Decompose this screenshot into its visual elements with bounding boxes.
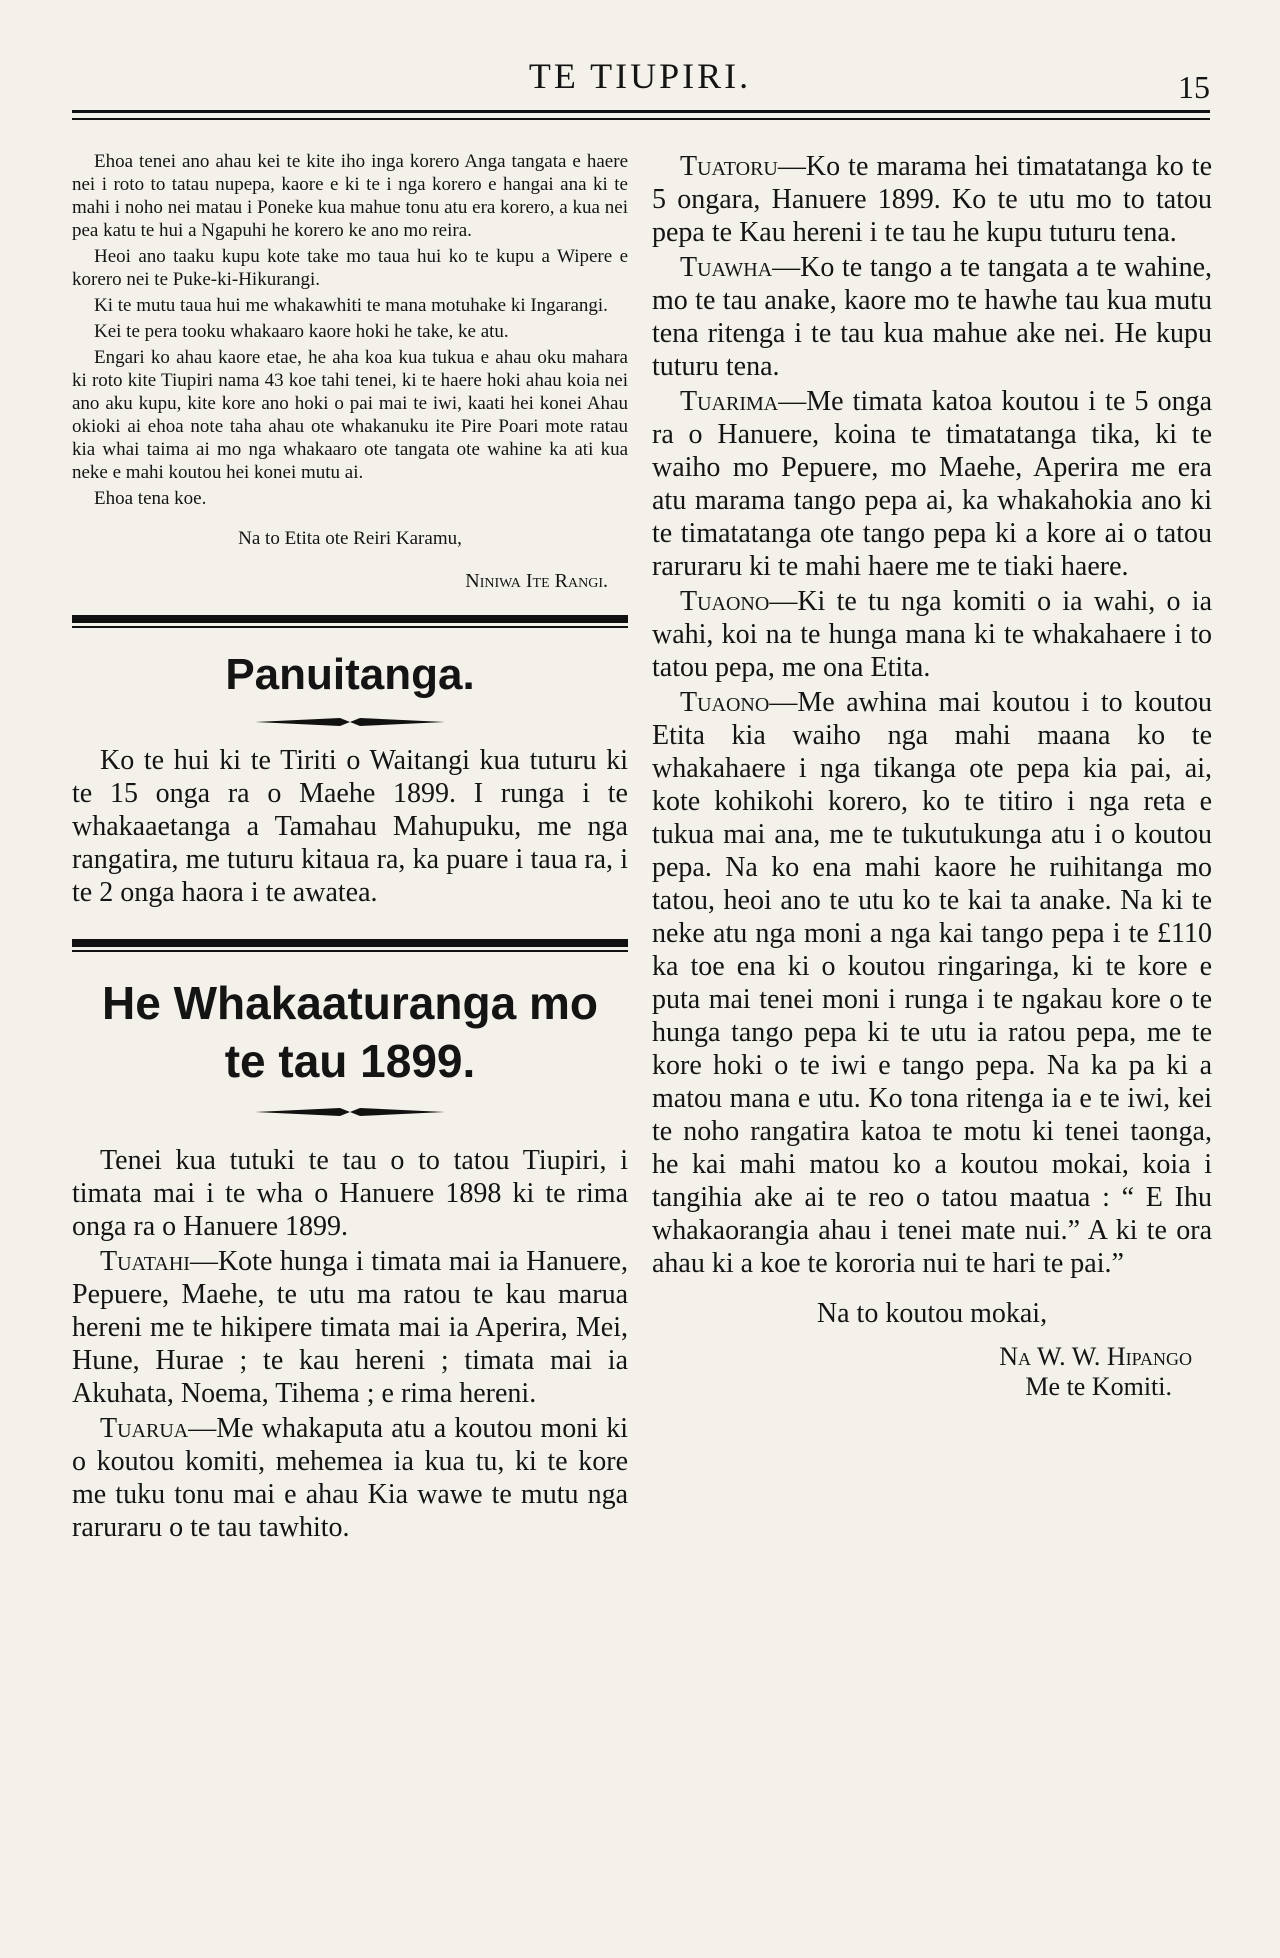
ornament-divider <box>250 1104 450 1120</box>
notice-body <box>72 744 628 909</box>
item-text: —Ki te tu nga komiti o ia wahi, o ia wahi, koi na te hunga mana ki te whakahaere i to tatou pepa, me ona Etita. <box>652 586 1212 683</box>
item-label: Tuaono <box>680 687 770 718</box>
letter-paragraph: Ehoa tena koe. <box>94 488 207 509</box>
item-text: —Kote hunga i timata mai ia Hanuere, Pepuere, Maehe, te utu ma ratou te kau marua hereni me te hikipere timata mai ia Aperira, Mei, Hune, Hurae ; te kau hereni ; timata mai ia Akuhata, Noema, Tihema ; e rima hereni. <box>72 1246 628 1409</box>
item-text: —Ko te tango a te tangata a te wahine, mo te tau anake, kaore mo te hawhe tau kua mutu tena ritenga i te tau kua mahue ake nei. He kupu tuturu tena. <box>652 252 1212 382</box>
item-label: Tuatoru <box>680 151 778 182</box>
report-intro: Tenei kua tutuki te tau o to tatou Tiupiri, i timata mai i te wha o Hanuere 1898 ki te rima onga ra o Hanuere 1899. <box>72 1145 628 1242</box>
letter-paragraph: Heoi ano taaku kupu kote take mo taua hui ko te kupu a Wipere e korero nei te Puke-ki-Hikurangi. <box>72 246 628 290</box>
item-text: —Ko te marama hei timatatanga ko te 5 ongara, Hanuere 1899. Ko te utu mo to tatou pepa te Kau hereni i te tau he kupu tuturu tena. <box>652 151 1212 248</box>
item-label: Tuarima <box>680 386 779 417</box>
item-text: —Me awhina mai koutou i to koutou Etita kia waiho nga mahi maana ko te whakahaere i nga tikanga ote pepa kia pai, ai, kote kohikohi korero, ko te titiro i nga reta e tukua mai ana, me te tukutukunga atu i o koutou pepa. Na ko ena mahi kaore he ruihitanga mo tatou, heoi ano te utu ko te kai ta anake. Na ki te neke atu nga moni a nga kai tango pepa i te £110 ka toe ena ki o koutou ringaringa, ki te kore e puta mai tenei moni i runga i te ngakau kore o te hunga tango pepa ki te utu ia ratou pepa, me te kore hoki o te iwi e tango pepa. Na ka pa ki a matou mana e utu. Ko tona ritenga ia e te iwi, kei te noho rangatira katoa te motu ki tenei taonga, he kai mahi matou ko a koutou mokai, koia i tangihia ake ai te reo o tatou maatua : “ E Ihu whakaorangia ahau i tenei mate nui.” A ki te ora ahau ki a koe te kororia nui te hari te pai.” <box>652 687 1212 1279</box>
letter-signature: Niniwa Ite Rangi. <box>465 570 608 592</box>
page-header <box>70 55 1210 115</box>
letter-closing: Na to Etita ote Reiri Karamu, <box>238 528 462 549</box>
report-heading-line1: He Whakaaturanga mo <box>102 977 598 1029</box>
item-label: Tuarua <box>100 1413 189 1444</box>
section-divider <box>72 615 628 623</box>
header-rule-thin <box>72 118 1210 120</box>
letter-paragraph: Ki te mutu taua hui me whakawhiti te mana motuhake ki Ingarangi. <box>94 295 608 316</box>
page-number: 15 <box>1178 69 1210 105</box>
ornament-divider <box>250 714 450 730</box>
report-item <box>652 150 1212 249</box>
notice-heading: Panuitanga. <box>225 650 475 699</box>
report-closing: Na to koutou mokai, <box>816 1298 1048 1329</box>
report-heading <box>72 974 628 1090</box>
section-divider-thin <box>72 950 628 952</box>
report-item <box>652 385 1212 583</box>
report-heading-line2: te tau 1899. <box>224 1035 476 1087</box>
letter-body <box>72 150 628 510</box>
report-signature-role: Me te Komiti. <box>1025 1372 1172 1401</box>
section-divider <box>72 939 628 947</box>
left-column <box>72 150 628 1940</box>
report-body-right <box>652 150 1212 1280</box>
report-body-left <box>72 1144 628 1544</box>
item-label: Tuaono <box>680 586 770 617</box>
notice-text: Ko te hui ki te Tiriti o Waitangi kua tuturu ki te 15 onga ra o Maehe 1899. I runga i te whakaaetanga a Tamahau Mahupuku, me nga rangatira, me tuturu kitaua ra, ka puare i taua ra, i te 2 onga haora i te awatea. <box>72 745 628 908</box>
item-label: Tuatahi <box>100 1246 190 1277</box>
letter-paragraph: Ehoa tenei ano ahau kei te kite iho inga korero Anga tangata e haere nei i roto to tatau nupepa, kaore e ki te i nga korero e hangai ana ki te mahi i noho nei matau i Poneke kua mahue tonu atu era korero, a kua nei pea katu te hui a Ngapuhi he korero ke ano mo reira. <box>72 151 628 241</box>
report-item <box>652 251 1212 383</box>
report-item <box>72 1245 628 1410</box>
item-text: —Me timata katoa koutou i te 5 onga ra o Hanuere, koina te timatatanga tika, ki te waiho mo Pepuere, mo Maehe, Aperira me era atu marama tango pepa ai, ka whakahokia ano ki te timatatanga ote tango pepa ki a kore ai o tatou raruraru ki te mahi haere me te tiaki haere. <box>652 386 1212 582</box>
letter-paragraph: Kei te pera tooku whakaaro kaore hoki he take, ke atu. <box>94 321 509 342</box>
report-signature: Na W. W. Hipango <box>999 1342 1192 1371</box>
item-text: —Me whakaputa atu a koutou moni ki o koutou komiti, mehemea ia kua tu, ki te kore me tuku tonu mai e ahau Kia wawe te mutu nga raruraru o te tau tawhito. <box>72 1413 628 1543</box>
letter-paragraph: Engari ko ahau kaore etae, he aha koa kua tukua e ahau oku mahara ki roto kite Tiupiri nama 43 koe tahi tenei, ki te haere hoki ahau koia nei ano aku kupu, kite kore ano hoki o pai mai te iwi, kaati hei konei Ahau okioki ai ehoa note taha ahau ote whakanuku ite Pire Poari mote ratau kia whai taima ai mo nga whakaaro ote tangata ote wahine ka ati kua neke e mahi koutou hei konei mutu ai. <box>72 347 628 483</box>
report-item <box>72 1412 628 1544</box>
header-rule <box>72 110 1210 113</box>
report-item <box>652 585 1212 684</box>
running-title: TE TIUPIRI. <box>528 56 752 96</box>
right-column <box>652 150 1212 1940</box>
item-label: Tuawha <box>680 252 773 283</box>
report-item <box>652 686 1212 1280</box>
section-divider-thin <box>72 626 628 628</box>
